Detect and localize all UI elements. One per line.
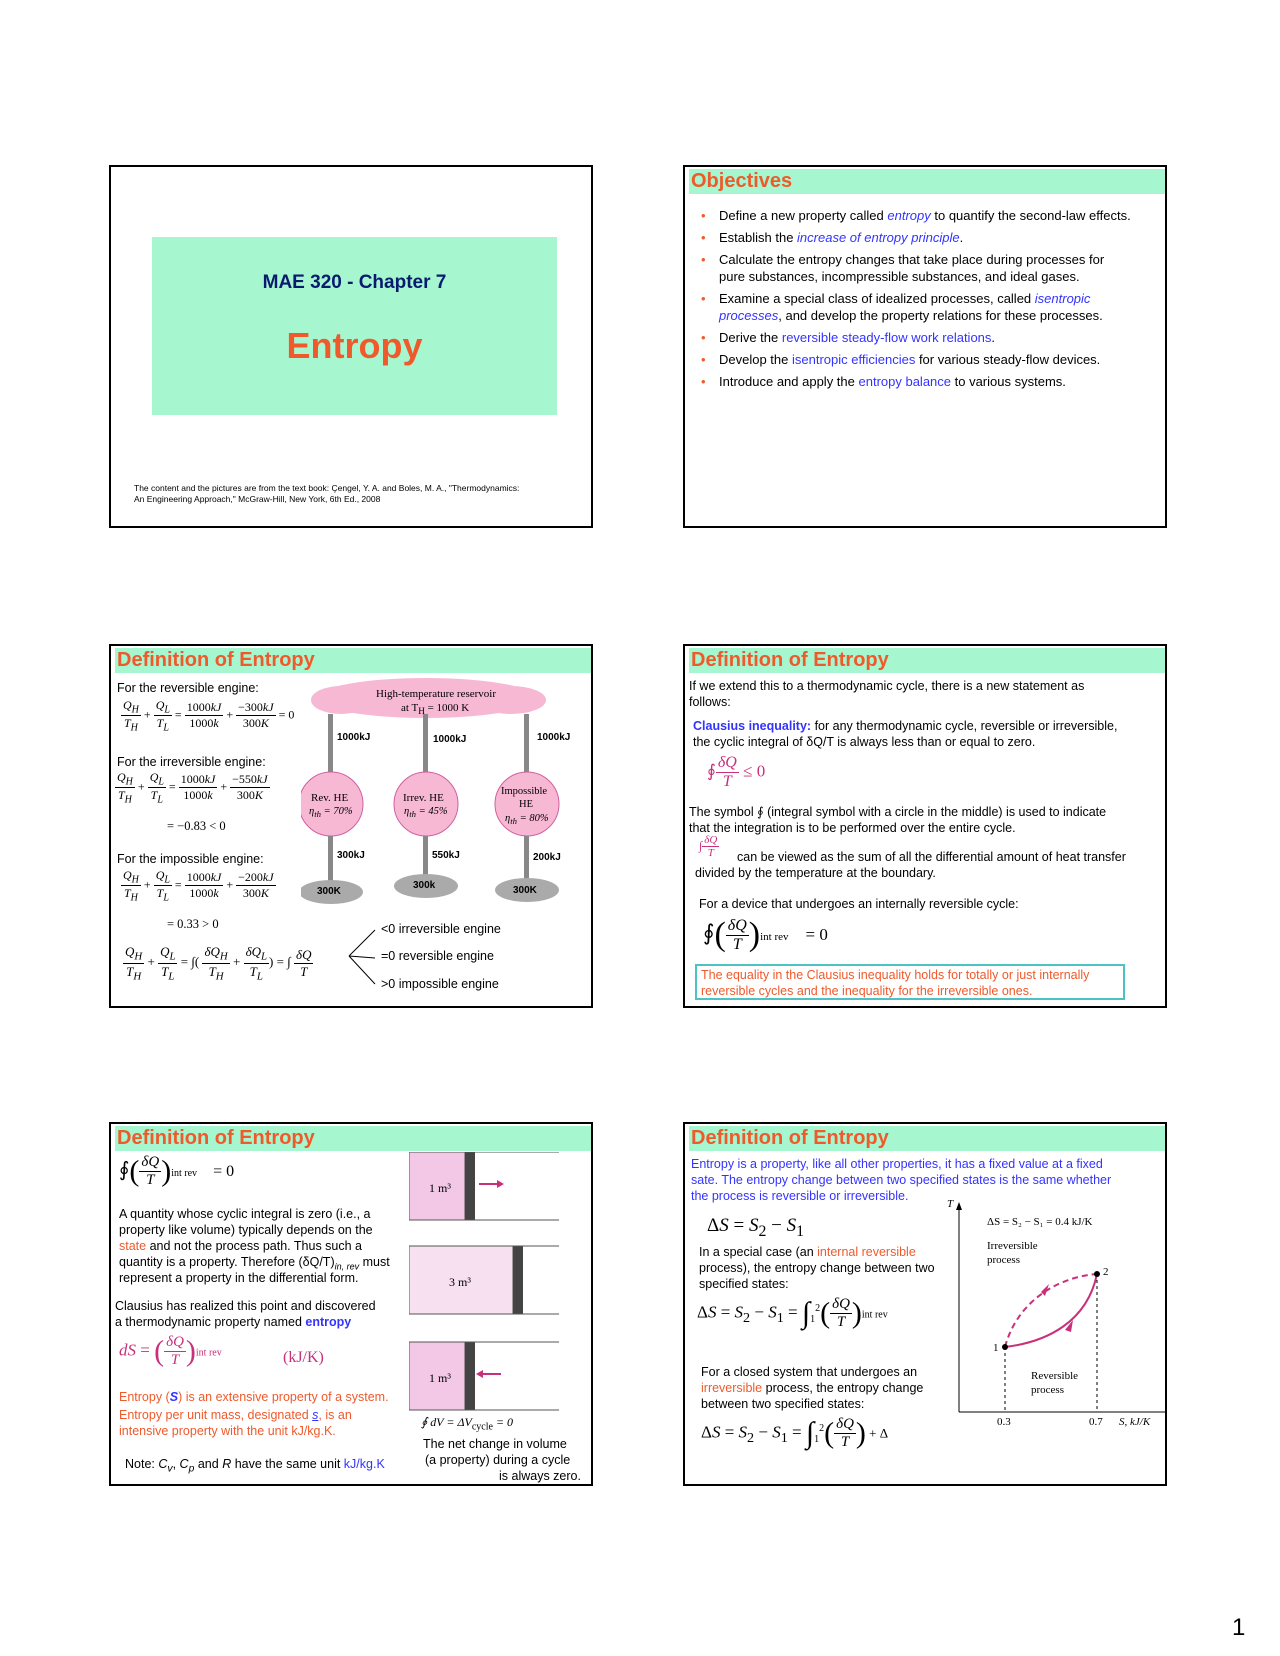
closed-line-3: between two specified states: (701, 1397, 865, 1411)
note-line-1: The equality in the Clausius inequality holds for totally or just internally (701, 968, 1090, 982)
clausius-inequality: ∮ $\frac{\delta Q}{T}$ ≤ 0 (707, 754, 766, 790)
heat-in-imp: 1000kJ (537, 732, 571, 743)
intro-line-2: follows: (689, 695, 731, 709)
property-line-5: represent a property in the differential form. (119, 1271, 359, 1285)
slide-definition-1 (109, 644, 593, 1008)
imp-he-label-1: Impossible (501, 786, 548, 797)
cyclic-integral: ∮( $\frac{\delta Q}{T}$ )int rev = 0 (119, 1154, 235, 1188)
list-item: • Define a new property called entropy to quantify the second-law effects. (701, 208, 1131, 223)
reversible-equation: $\frac{Q_H}{T_H}$ + $\frac{Q_L}{T_L}$ = $\frac{1000kJ}{1000k}$ + $\frac{-300kJ}{300K}$ = 0 (123, 698, 295, 734)
sink-irr: 300k (413, 880, 436, 891)
sum-line-1: can be viewed as the sum of all the differential amount of heat transfer (737, 850, 1126, 864)
slide-header: Definition of Entropy (115, 1126, 591, 1151)
impossible-equation: $\frac{Q_H}{T_H}$ + $\frac{Q_L}{T_L}$ = $\frac{1000kJ}{1000k}$ + $\frac{-200kJ}{300K}$ (123, 868, 274, 904)
net-volume-line-2: (a property) during a cycle (425, 1453, 571, 1467)
property-line-2: property like volume) typically depends on the (119, 1223, 373, 1237)
rev-he-label: Rev. HE (311, 792, 349, 804)
special-line-1: In a special case (an internal reversible (699, 1245, 916, 1259)
sink-imp: 300K (513, 885, 537, 896)
closed-line-1: For a closed system that undergoes an (701, 1365, 918, 1379)
volume-cycle-equation: ∮ dV = $\Delta V_{cycle} = 0$ (421, 1415, 514, 1433)
page-number: 1 (1232, 1614, 1246, 1641)
objectives-list (693, 207, 1133, 395)
slide-definition-3 (109, 1122, 593, 1486)
credit-line-2: An Engineering Approach," McGraw-Hill, New York, 6th Ed., 2008 (134, 494, 381, 504)
title-banner (152, 237, 557, 415)
note-line-2: reversible cycles and the inequality for the irreversible ones. (701, 984, 1033, 998)
heat-out-imp: 200kJ (533, 852, 561, 863)
list-item: • Establish the increase of entropy principle. (701, 230, 964, 245)
reversible-process-1: Reversible (1031, 1370, 1079, 1382)
heat-out-irr: 550kJ (432, 850, 460, 861)
integral-small: ∫ $\frac{\delta Q}{T}$ (699, 834, 718, 859)
irreversible-process-1: Irreversible (987, 1240, 1038, 1252)
list-item: • Examine a special class of idealized processes, called isentropic processes, and develop the property relations for these processes. (701, 291, 1103, 323)
heat-out-rev: 300kJ (337, 850, 365, 861)
irreversible-label: For the irreversible engine: (117, 755, 266, 769)
clausius-line-2: the cyclic integral of δQ/T is always less than or equal to zero. (693, 735, 1036, 749)
reversible-integral: $\Delta S = S_2 - S_1 = \int_1^2$( $\frac{\delta Q}{T}$ )int rev (697, 1296, 888, 1330)
sink-rev: 300K (317, 886, 341, 897)
state-1-label: 1 (993, 1342, 999, 1354)
axis-s-label: S, kJ/K (1119, 1416, 1151, 1428)
internal-rev-cycle-integral: ∮( $\frac{\delta Q}{T}$ )int rev = 0 (703, 916, 828, 953)
clausius-line-2: a thermodynamic property named entropy (115, 1315, 352, 1329)
delta-s-equation: $\Delta S = S_2 - S_1$ (707, 1215, 804, 1240)
ts-diagram (947, 1198, 1167, 1432)
irreversible-process-2: process (987, 1254, 1020, 1266)
intro-line-2: sate. The entropy change between two specified states is the same whether (691, 1173, 1112, 1187)
comparison-bracket (347, 926, 377, 986)
device-line: For a device that undergoes an internally reversible cycle: (699, 897, 1019, 911)
entropy-definition: dS = ( $\frac{\delta Q}{T}$ )int rev (119, 1334, 222, 1368)
list-item: • Derive the reversible steady-flow work relations. (701, 330, 996, 345)
sum-line-2: divided by the temperature at the boundary. (695, 866, 936, 880)
rev-he-eff: $\eta_{th} = 70\%$ (309, 806, 353, 820)
piston-diagram (409, 1152, 593, 1432)
volume-3: 1 m³ (429, 1371, 451, 1385)
slide-header: Definition of Entropy (115, 648, 591, 673)
slide-definition-4 (683, 1122, 1167, 1486)
irr-he-eff: $\eta_{th} = 45\%$ (404, 806, 448, 820)
clausius-line-1: Clausius inequality: for any thermodynamic cycle, reversible or irreversible, (693, 719, 1118, 733)
reservoir-line-2: at $T_H = 1000$ K (401, 702, 470, 717)
compare-equal: =0 reversible engine (381, 949, 494, 963)
compare-greater: >0 impossible engine (381, 977, 499, 991)
intro-line-1: Entropy is a property, like all other properties, it has a fixed value at a fixed (691, 1157, 1103, 1171)
entropy-unit: (kJ/K) (283, 1349, 324, 1366)
impossible-result: = 0.33 > 0 (167, 917, 219, 931)
tick-0-7: 0.7 (1089, 1416, 1103, 1428)
general-equation: $\frac{Q_H}{T_H}$ + $\frac{Q_L}{T_L}$ = ∫( $\frac{\delta Q_H}{T_H}$ + $\frac{\delta Q_L}{T_L}$ ) = ∫ $\frac{\delta Q}{T}$ (125, 944, 312, 983)
intensive-line-1: Entropy per unit mass, designated s, is an (119, 1408, 352, 1422)
heat-engine-diagram (301, 676, 591, 906)
delta-s-value: ΔS = S₂ − S₁ = 0.4 kJ/K (987, 1216, 1093, 1228)
irreversible-result: = −0.83 < 0 (167, 819, 226, 833)
symbol-line-1: The symbol ∮ (integral symbol with a circle in the middle) is used to indicate (689, 805, 1107, 819)
state-2-label: 2 (1103, 1266, 1109, 1278)
property-line-1: A quantity whose cyclic integral is zero (i.e., a (119, 1207, 371, 1221)
slide-title (109, 165, 593, 528)
heat-in-rev: 1000kJ (337, 732, 371, 743)
compare-less: <0 irreversible engine (381, 922, 501, 936)
clausius-line-1: Clausius has realized this point and discovered (115, 1299, 376, 1313)
impossible-label: For the impossible engine: (117, 852, 264, 866)
units-note: Note: $C_v$, $C_p$ and R have the same unit kJ/kg.K (125, 1457, 385, 1475)
property-line-3: state and not the process path. Thus such a (119, 1239, 362, 1253)
note-box (695, 964, 1125, 1000)
closed-line-2: irreversible process, the entropy change (701, 1381, 924, 1395)
slide-objectives (683, 165, 1167, 528)
intro-line-1: If we extend this to a thermodynamic cycle, there is a new statement as (689, 679, 1085, 693)
reversible-process-2: process (1031, 1384, 1064, 1396)
credit-line-1: The content and the pictures are from the text book: Çengel, Y. A. and Boles, M. A., "Thermodynamics: (134, 483, 520, 493)
volume-1: 1 m³ (429, 1181, 451, 1195)
symbol-line-2: that the integration is to be performed over the entire cycle. (689, 821, 1016, 835)
list-item: • Introduce and apply the entropy balance to various systems. (701, 374, 1066, 389)
reservoir-line-1: High-temperature reservoir (376, 688, 497, 700)
slide-header: Definition of Entropy (689, 648, 1165, 673)
intro-line-3: the process is reversible or irreversible. (691, 1189, 909, 1203)
intensive-line-2: intensive property with the unit kJ/kg.K. (119, 1424, 336, 1438)
irreversible-integral: $\Delta S = S_2 - S_1 = \int_1^2$( $\frac{\delta Q}{T}$ ) + Δ (701, 1416, 889, 1450)
list-item: • Calculate the entropy changes that take place during processes for pure substances, incompressible substances, and ideal gases. (701, 252, 1105, 284)
course-label: MAE 320 - Chapter 7 (262, 272, 447, 293)
irr-he-label: Irrev. HE (403, 792, 444, 804)
reversible-label: For the reversible engine: (117, 681, 259, 695)
axis-t-label: T (947, 1198, 954, 1210)
irreversible-equation: $\frac{Q_H}{T_H}$ + $\frac{Q_L}{T_L}$ = $\frac{1000kJ}{1000k}$ + $\frac{-550kJ}{300K}$ (117, 770, 268, 806)
slide-main-title: Entropy (286, 325, 423, 366)
heat-in-irr: 1000kJ (433, 734, 467, 745)
slide-definition-2 (683, 644, 1167, 1008)
special-line-3: specified states: (699, 1277, 789, 1291)
imp-he-label-2: HE (519, 799, 533, 810)
slide-header: Definition of Entropy (689, 1126, 1165, 1151)
tick-0-3: 0.3 (997, 1416, 1011, 1428)
special-line-2: process), the entropy change between two (699, 1261, 935, 1275)
imp-he-eff: $\eta_{th} = 80\%$ (505, 813, 549, 827)
net-volume-line-3: is always zero. (499, 1469, 581, 1483)
extensive-line: Entropy (S) is an extensive property of a system. (119, 1390, 389, 1404)
slide-header: Objectives (689, 169, 1165, 194)
property-line-4: quantity is a property. Therefore $(\delta Q/T)_{in, rev}$ must (119, 1255, 390, 1272)
net-volume-line-1: The net change in volume (423, 1437, 567, 1451)
volume-2: 3 m³ (449, 1275, 471, 1289)
list-item: • Develop the isentropic efficiencies for various steady-flow devices. (701, 352, 1101, 367)
